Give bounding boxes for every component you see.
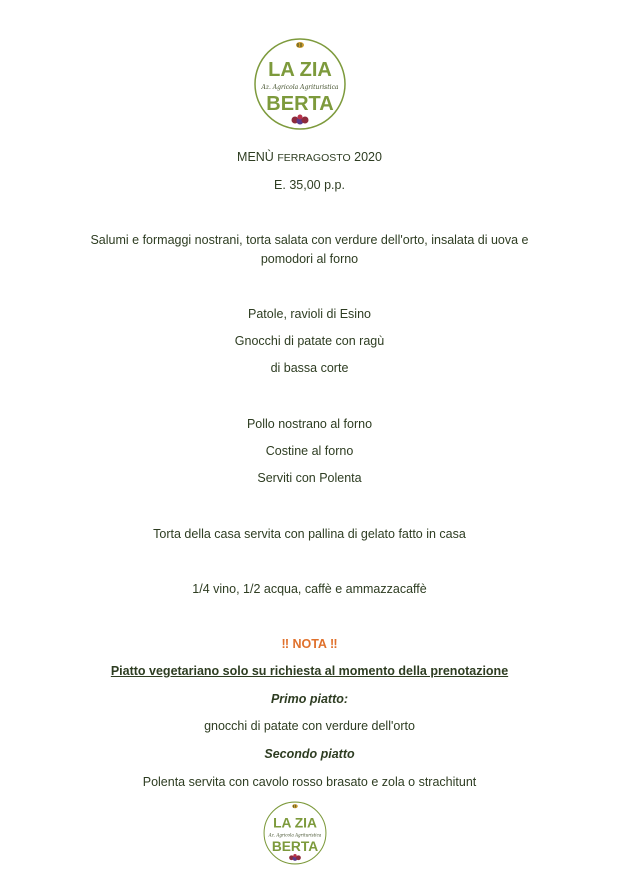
primo-vegetarian: gnocchi di patate con verdure dell'orto — [204, 719, 415, 733]
bee-icon — [296, 42, 304, 48]
logo-script: Az. Agricola Agrituristica — [261, 84, 339, 91]
antipasti-line-1: Salumi e formaggi nostrani, torta salata con verdure dell'orto, insalata di uova e — [90, 233, 529, 247]
berries-icon — [289, 854, 301, 861]
vegetarian-note: Piatto vegetariano solo su richiesta al momento della prenotazione — [110, 664, 509, 678]
nota-heading: ‼ NOTA ‼ — [281, 637, 338, 651]
title-main: MENÙ — [237, 150, 274, 164]
bee-icon — [292, 804, 298, 808]
secondo-vegetarian: Polenta servita con cavolo rosso brasato e zola o strachitunt — [142, 775, 477, 789]
title-year: 2020 — [354, 150, 382, 164]
logo-line1: LA ZIA — [273, 815, 317, 831]
berries-icon — [292, 115, 309, 125]
primo-item: Gnocchi di patate con ragù — [234, 334, 385, 348]
logo-script: Az. Agricola Agrituristica — [268, 832, 322, 838]
logo-line2: BERTA — [271, 838, 319, 854]
secondo-label: Secondo piatto — [264, 747, 355, 761]
primo-item: di bassa corte — [270, 361, 349, 375]
secondo-item: Serviti con Polenta — [257, 471, 362, 485]
bottom-logo — [262, 800, 328, 866]
menu-title — [0, 150, 619, 164]
logo-line1: LA ZIA — [268, 59, 332, 81]
title-small: FERRAGOSTO — [277, 152, 351, 164]
price: E. 35,00 p.p. — [274, 178, 345, 192]
secondo-item: Costine al forno — [265, 444, 354, 458]
top-logo — [252, 36, 348, 132]
dessert: Torta della casa servita con pallina di gelato fatto in casa — [153, 527, 466, 541]
drinks: 1/4 vino, 1/2 acqua, caffè e ammazzacaffè — [192, 582, 427, 596]
primo-item: Patole, ravioli di Esino — [248, 307, 371, 321]
antipasti-line-2: pomodori al forno — [260, 252, 359, 266]
secondo-item: Pollo nostrano al forno — [246, 417, 373, 431]
logo-line2: BERTA — [266, 93, 334, 115]
primo-label: Primo piatto: — [270, 692, 349, 706]
